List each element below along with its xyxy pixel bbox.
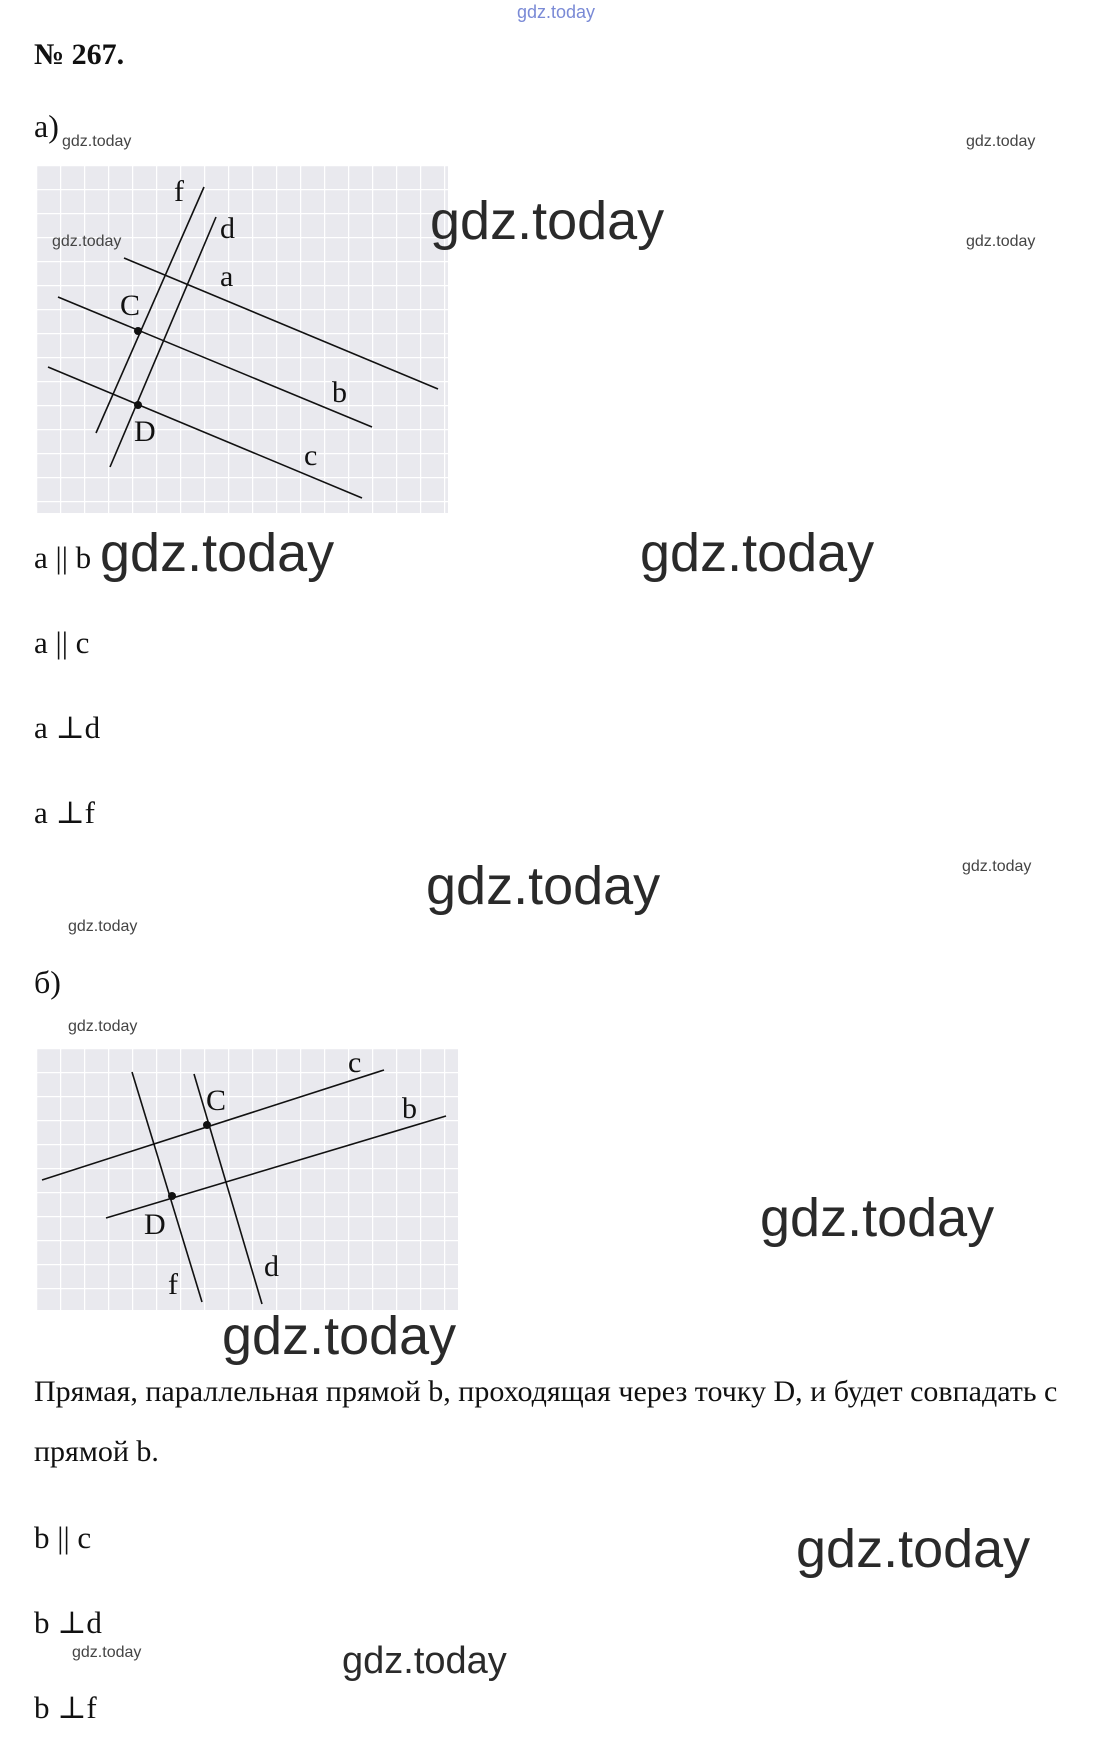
label-C: C: [206, 1084, 227, 1117]
grid: [36, 1048, 458, 1310]
watermark: gdz.today: [100, 523, 335, 583]
label-b: b: [332, 376, 347, 409]
point-C: [203, 1121, 211, 1129]
watermark: gdz.today: [760, 1188, 995, 1248]
problem-number: № 267.: [34, 38, 125, 71]
top-watermark: gdz.today: [517, 2, 596, 22]
relation-a-4: a ⊥f: [34, 795, 95, 830]
watermark: gdz.today: [68, 1018, 138, 1035]
part-b-explanation: Прямая, параллельная прямой b, проходящая через точку D, и будет совпадать с прямой b.: [34, 1375, 1058, 1468]
point-C: [134, 327, 142, 335]
label-d: d: [264, 1250, 279, 1283]
watermark: gdz.today: [52, 233, 122, 250]
label-D: D: [144, 1208, 166, 1241]
point-D: [134, 401, 142, 409]
watermark: gdz.today: [640, 523, 875, 583]
figure-a-svg: [36, 165, 448, 513]
figure-a: [36, 165, 448, 513]
figure-b: [36, 1048, 458, 1310]
part-a-label: а): [34, 108, 59, 144]
label-a: a: [220, 260, 234, 293]
watermark: gdz.today: [966, 133, 1036, 150]
watermark: gdz.today: [796, 1519, 1031, 1579]
point-D: [168, 1192, 176, 1200]
label-b: b: [402, 1092, 417, 1125]
label-f: f: [168, 1268, 178, 1301]
watermark: gdz.today: [222, 1306, 457, 1366]
watermark: gdz.today: [68, 918, 138, 935]
relation-b-1: b || c: [34, 1520, 92, 1555]
relation-b-2: b ⊥d: [34, 1605, 102, 1640]
label-C: C: [120, 289, 141, 322]
relation-a-3: a ⊥d: [34, 710, 101, 745]
watermark: gdz.today: [72, 1644, 142, 1661]
watermark: gdz.today: [342, 1640, 507, 1682]
relation-b-3: b ⊥f: [34, 1690, 97, 1725]
relation-a-2: a || c: [34, 625, 90, 660]
relation-a-1: a || b: [34, 540, 92, 575]
watermark: gdz.today: [62, 133, 132, 150]
label-f: f: [174, 175, 184, 208]
label-d: d: [220, 212, 235, 245]
part-b-label: б): [34, 964, 61, 1000]
figure-b-svg: [36, 1048, 458, 1310]
watermark: gdz.today: [430, 191, 665, 251]
label-c: c: [348, 1048, 362, 1079]
watermark: gdz.today: [426, 856, 661, 916]
label-D: D: [134, 415, 156, 448]
grid: [36, 165, 448, 513]
watermark: gdz.today: [966, 233, 1036, 250]
label-c: c: [304, 439, 318, 472]
watermark: gdz.today: [962, 858, 1032, 875]
